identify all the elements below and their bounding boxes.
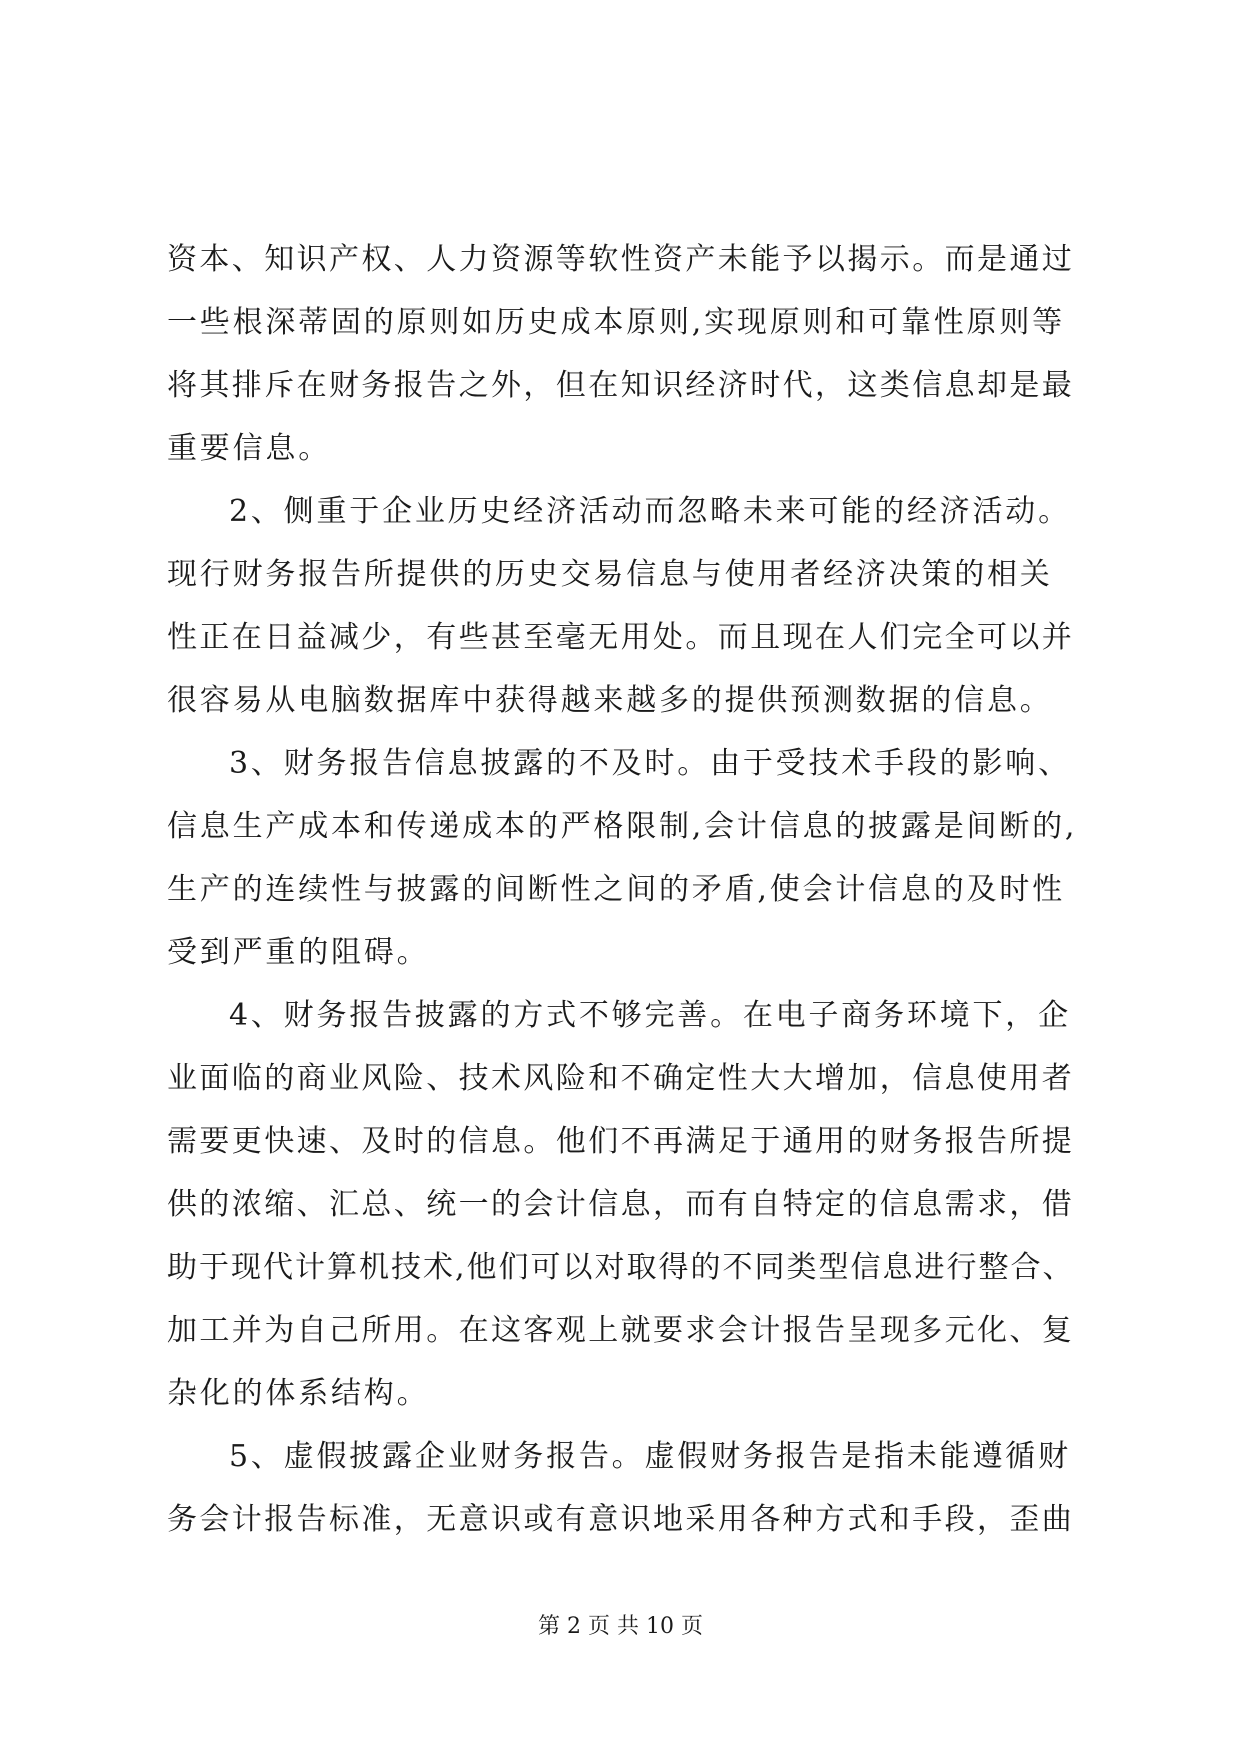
text-line: 性正在日益减少，有些甚至毫无用处。而且现在人们完全可以并 [167, 620, 1075, 655]
text-line: 3、财务报告信息披露的不及时。由于受技术手段的影响、 [229, 746, 1071, 781]
paragraph [167, 1425, 1079, 1551]
text-line: 4、财务报告披露的方式不够完善。在电子商务环境下，企 [229, 998, 1071, 1033]
paragraph [167, 480, 1079, 732]
text-line: 加工并为自己所用。在这客观上就要求会计报告呈现多元化、复 [167, 1313, 1075, 1348]
page-number: 第 2 页 共 10 页 [538, 1614, 703, 1639]
text-line: 现行财务报告所提供的历史交易信息与使用者经济决策的相关 [167, 557, 1053, 592]
paragraph [167, 228, 1079, 480]
text-line: 业面临的商业风险、技术风险和不确定性大大增加，信息使用者 [167, 1061, 1075, 1096]
text-line: 助于现代计算机技术,他们可以对取得的不同类型信息进行整合、 [167, 1250, 1075, 1285]
text-line: 供的浓缩、汇总、统一的会计信息，而有自特定的信息需求，借 [167, 1187, 1075, 1222]
text-line: 将其排斥在财务报告之外，但在知识经济时代，这类信息却是最 [167, 368, 1075, 403]
text-line: 需要更快速、及时的信息。他们不再满足于通用的财务报告所提 [167, 1124, 1075, 1159]
text-line: 2、侧重于企业历史经济活动而忽略未来可能的经济活动。 [229, 494, 1071, 529]
text-line: 5、虚假披露企业财务报告。虚假财务报告是指未能遵循财 [229, 1439, 1071, 1474]
paragraph [167, 984, 1079, 1425]
text-line: 生产的连续性与披露的间断性之间的矛盾,使会计信息的及时性 [167, 872, 1065, 907]
text-line: 杂化的体系结构。 [167, 1376, 430, 1411]
text-line: 重要信息。 [167, 431, 331, 466]
text-line: 一些根深蒂固的原则如历史成本原则,实现原则和可靠性原则等 [167, 305, 1065, 340]
text-line: 受到严重的阻碍。 [167, 935, 430, 970]
text-line: 信息生产成本和传递成本的严格限制,会计信息的披露是间断的, [167, 809, 1078, 844]
document-body [167, 228, 1079, 1551]
paragraph [167, 732, 1079, 984]
text-line: 资本、知识产权、人力资源等软性资产未能予以揭示。而是通过 [167, 242, 1075, 277]
text-line: 务会计报告标准，无意识或有意识地采用各种方式和手段，歪曲 [167, 1502, 1075, 1537]
text-line: 很容易从电脑数据库中获得越来越多的提供预测数据的信息。 [167, 683, 1053, 718]
